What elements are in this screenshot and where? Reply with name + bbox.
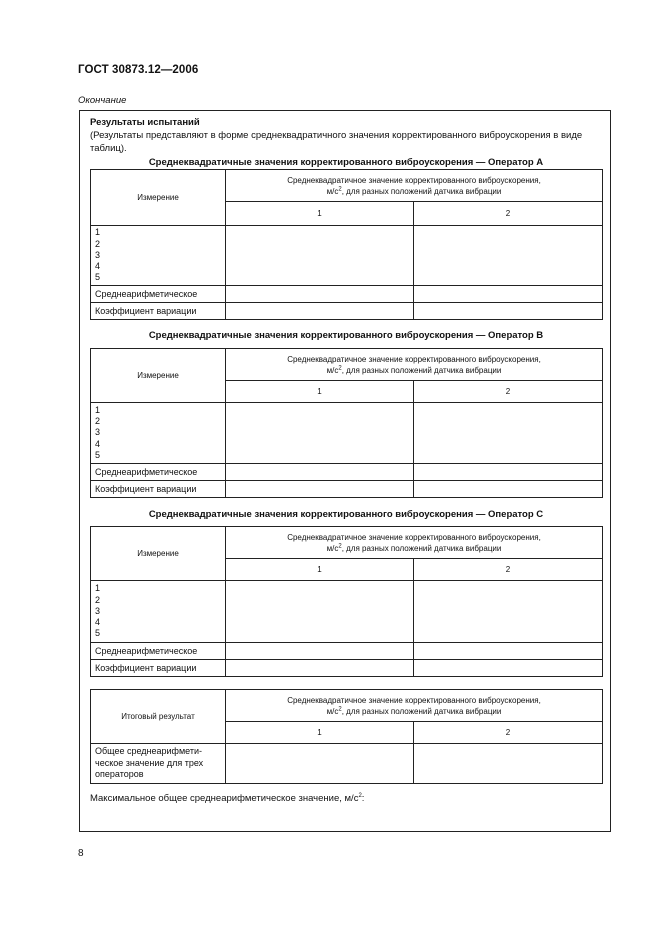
variation-row-label: Коэффициент вариации (91, 481, 226, 498)
cell-empty (414, 403, 603, 464)
table-c-caption: Среднеквадратичные значения корректированного виброускорения — Оператор С (148, 509, 544, 520)
cell-empty (226, 226, 414, 286)
max-mean-line: Максимальное общее среднеарифметическое значение, $м/с^2$: (90, 792, 365, 804)
table-operator-a (90, 169, 603, 320)
section-title: Результаты испытаний (90, 117, 200, 128)
col-value-header (226, 170, 603, 202)
section-note: (Результаты представляют в форме среднеквадратичного значения корректированного виброускорения в виде таблиц). (90, 130, 583, 154)
cell-empty (226, 303, 414, 320)
table-operator-c (90, 526, 603, 677)
page-number: 8 (78, 848, 84, 859)
variation-row-label: Коэффициент вариации (91, 303, 226, 320)
col-value-header (226, 349, 603, 381)
pos-2-header: 2 (414, 722, 603, 744)
cell-empty (414, 303, 603, 320)
cell-empty (414, 581, 603, 643)
col-value-line2: $м/с^2$, для разных положений датчика вибрации (326, 542, 502, 553)
cell-empty (414, 744, 603, 784)
final-row-label: Общее среднеарифмети- ческое значение для трех операторов (91, 744, 226, 784)
mean-row-label: Среднеарифметическое (91, 643, 226, 660)
measurements-list: 1 2 3 4 5 (91, 581, 226, 643)
pos-2-header: 2 (414, 202, 603, 226)
mean-row-label: Среднеарифметическое (91, 286, 226, 303)
col-value-line1: Среднеквадратичное значение корректированного виброускорения, (287, 175, 541, 185)
pos-1-header: 1 (226, 559, 414, 581)
cell-empty (414, 464, 603, 481)
col-value-line2: $м/с^2$, для разных положений датчика вибрации (326, 705, 502, 716)
pos-1-header: 1 (226, 381, 414, 403)
measurements-list: 1 2 3 4 5 (91, 226, 226, 286)
col-value-line2: $м/с^2$, для разных положений датчика вибрации (326, 364, 502, 375)
pos-1-header: 1 (226, 722, 414, 744)
cell-empty (414, 643, 603, 660)
pos-2-header: 2 (414, 381, 603, 403)
standard-number: ГОСТ 30873.12—2006 (78, 64, 199, 76)
cell-empty (226, 464, 414, 481)
col-value-line1: Среднеквадратичное значение корректированного виброускорения, (287, 695, 541, 705)
cell-empty (226, 660, 414, 677)
cell-empty (414, 286, 603, 303)
cell-empty (226, 403, 414, 464)
col-value-line1: Среднеквадратичное значение корректированного виброускорения, (287, 354, 541, 364)
cell-empty (414, 660, 603, 677)
col-measure-header: Измерение (91, 527, 226, 581)
col-value-header (226, 690, 603, 722)
table-operator-b (90, 348, 603, 498)
col-value-line1: Среднеквадратичное значение корректированного виброускорения, (287, 532, 541, 542)
col-measure-header: Измерение (91, 349, 226, 403)
cell-empty (226, 581, 414, 643)
col-value-header (226, 527, 603, 559)
continuation-label: Окончание (78, 95, 127, 106)
mean-row-label: Среднеарифметическое (91, 464, 226, 481)
cell-empty (226, 744, 414, 784)
measurements-list: 1 2 3 4 5 (91, 403, 226, 464)
table-a-caption: Среднеквадратичные значения корректированного виброускорения — Оператор А (148, 157, 544, 168)
cell-empty (226, 643, 414, 660)
cell-empty (414, 481, 603, 498)
col-result-header: Итоговый результат (91, 690, 226, 744)
variation-row-label: Коэффициент вариации (91, 660, 226, 677)
cell-empty (226, 286, 414, 303)
pos-2-header: 2 (414, 559, 603, 581)
col-measure-header: Измерение (91, 170, 226, 226)
pos-1-header: 1 (226, 202, 414, 226)
table-final-result (90, 689, 603, 784)
cell-empty (226, 481, 414, 498)
table-b-caption: Среднеквадратичные значения корректированного виброускорения — Оператор В (148, 330, 544, 341)
cell-empty (414, 226, 603, 286)
col-value-line2: $м/с^2$, для разных положений датчика вибрации (326, 185, 502, 196)
